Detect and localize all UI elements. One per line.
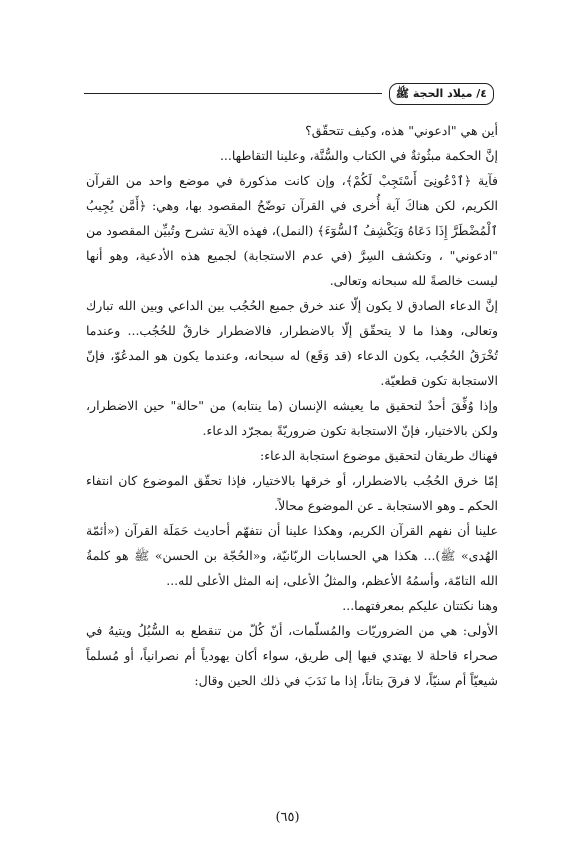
header-rule: [84, 93, 382, 94]
body-text: [86, 118, 498, 693]
paragraph-veils: إمّا خرق الحُجُب بالاضطرار، أو خرقها بالاختيار، فإذا تحقّق الموضوع كان انتفاء الحكم ـ وهو الاستجابة ـ عن الموضوع محالاً.: [86, 473, 498, 513]
page-number: (٦٥): [275, 810, 300, 825]
paragraph-sincere-prayer: إنَّ الدعاء الصادق لا يكون إلّا عند خرق جميع الحُجُب بين الداعي وبين الله تبارك وتعالى، وهذا ما لا يتحقّق إلّا بالاضطرار، فالاضطرار خارقٌ للحُجُب... وعندما تُخْرَقُ الحُجُب، يكون الدعاء (قد وَقَع) له سبحانه، وعندما يكون هو المدعُوّ، فإنّ الاستجابة تكون قطعيّة.: [86, 298, 498, 388]
paragraph-two-points: وهنا نكتتان عليكم بمعرفتهما...: [342, 598, 498, 613]
paragraph-wisdom: إنَّ الحكمة مبثُوثةٌ في الكتاب والسُّنَّة، وعلينا التقاطها...: [219, 148, 498, 163]
running-title: ٤/ ميلاد الحجة ﷺ: [389, 83, 494, 105]
paragraph-first-point: الأولى: هي من الضروريّات والمُسلّمات، أنّ كُلّ من تنقطع به السُّبُلُ ويتيهُ في صحراء قاحلة لا يهتدي فيها إلى طريق، سواء أكان يهودياً أم نصرانياً، أو مُسلماً شيعيّاً أم سنيّاً، لا فرقَ بتاتاً، إذا ما نَدَبَ في ذلك الحين وقال:: [86, 623, 498, 688]
paragraph-two-ways: فهناك طريقان لتحقيق موضوع استجابة الدعاء:: [260, 448, 498, 463]
running-header: [84, 84, 494, 104]
paragraph-understand-quran: علينا أن نفهم القرآن الكريم، وهكذا علينا أن نتفهّم أحاديث حَمَلَة القرآن («أئمّة الهُدى» ﷺ)... هكذا هي الحسابات الربّانيّة، و«الحُجّة بن الحسن» ﷺ هو كلمةُ الله التامّة، وأسمُهُ الأعظم، والمثلُ الأعلى، إنه المثل الأعلى لله...: [86, 523, 498, 588]
paragraph-choice: وإذا وُفِّقَ أحدٌ لتحقيق ما يعيشه الإنسان (ما ينتابه) من "حالة" حين الاضطرار، ولكن بالاختيار، فإنّ الاستجابة تكون ضروريّةً بمجرّد الدعاء.: [86, 398, 498, 438]
paragraph-question: أين هي "ادعوني" هذه، وكيف تتحقّق؟: [305, 123, 498, 138]
paragraph-verse-explanation: فآية ﴿ٱدْعُونِىٓ أَسْتَجِبْ لَكُمْ﴾، وإن كانت مذكورة في موضع واحد من القرآن الكريم، لكن هناكَ آية أُخرى في القرآن توضّحُ المقصود بها، وهي: ﴿أَمَّن يُجِيبُ ٱلْمُضْطَرَّ إِذَا دَعَاهُ وَيَكْشِفُ ٱلسُّوٓءَ﴾ (النمل)، فهذه الآية تشرح وتُبيِّن المقصود من "ادعوني" ، وتكشف السِرَّ (في عدم الاستجابة) لجميع هذه الأدعية، وهو أنها ليست خالصةً لله سبحانه وتعالى.: [86, 173, 498, 288]
